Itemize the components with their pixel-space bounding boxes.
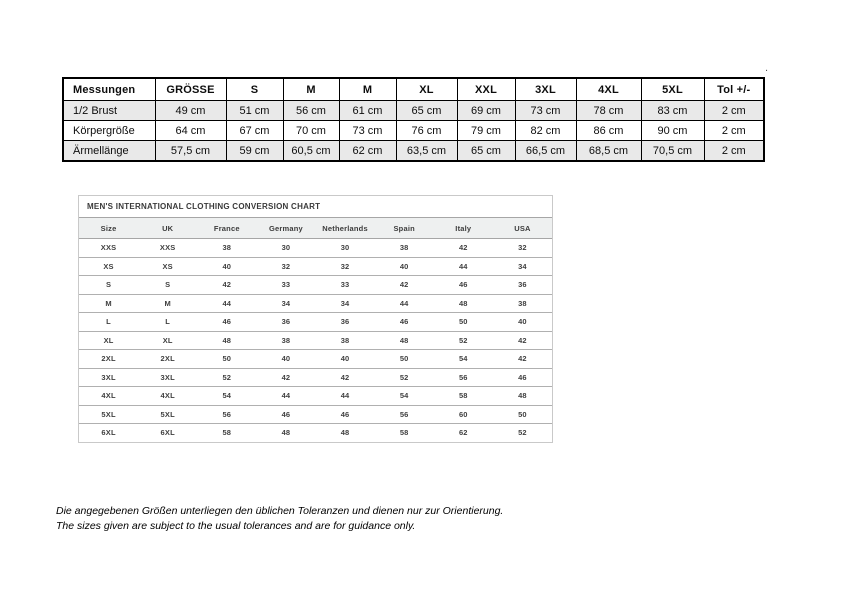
conversion-chart-panel: [78, 195, 553, 443]
conversion-cell: 46: [197, 313, 256, 332]
conversion-cell: 2XL: [138, 350, 197, 369]
measurements-row: [63, 121, 764, 141]
measurements-header-cell: 5XL: [641, 78, 704, 101]
conversion-cell: 34: [316, 294, 375, 313]
measurements-cell: 90 cm: [641, 121, 704, 141]
conversion-cell: 40: [256, 350, 315, 369]
conversion-cell: 48: [256, 424, 315, 442]
measurements-cell: 64 cm: [155, 121, 226, 141]
conversion-cell: 46: [375, 313, 434, 332]
conversion-cell: 50: [493, 405, 552, 424]
measurements-cell: 79 cm: [457, 121, 515, 141]
conversion-cell: 40: [493, 313, 552, 332]
conversion-cell: 5XL: [138, 405, 197, 424]
conversion-cell: 60: [434, 405, 493, 424]
conversion-cell-label: XS: [79, 257, 138, 276]
conversion-cell: 36: [256, 313, 315, 332]
conversion-row: [79, 350, 552, 369]
measurements-header-row: [63, 78, 764, 101]
measurements-cell-label: Ärmellänge: [63, 141, 155, 162]
measurements-cell: 2 cm: [704, 141, 764, 162]
conversion-header-cell: UK: [138, 218, 197, 239]
measurements-header-cell: GRÖSSE: [155, 78, 226, 101]
measurements-cell: 70,5 cm: [641, 141, 704, 162]
stray-dot-artifact: .: [765, 62, 769, 74]
conversion-cell: 42: [493, 331, 552, 350]
conversion-cell: 58: [197, 424, 256, 442]
conversion-cell: 58: [434, 387, 493, 406]
conversion-cell: XL: [138, 331, 197, 350]
measurements-cell: 59 cm: [226, 141, 283, 162]
conversion-cell: 54: [434, 350, 493, 369]
conversion-cell: 48: [493, 387, 552, 406]
conversion-cell-label: S: [79, 276, 138, 295]
measurements-table-head: [63, 78, 764, 101]
conversion-cell: 54: [197, 387, 256, 406]
conversion-header-cell: France: [197, 218, 256, 239]
conversion-cell: 6XL: [138, 424, 197, 442]
conversion-cell: 40: [197, 257, 256, 276]
conversion-row: [79, 368, 552, 387]
conversion-table-body: [79, 239, 552, 442]
measurements-row: [63, 141, 764, 162]
conversion-cell: 30: [256, 239, 315, 258]
conversion-cell: 52: [197, 368, 256, 387]
conversion-cell: 42: [256, 368, 315, 387]
conversion-cell: 32: [493, 239, 552, 258]
conversion-cell: 48: [434, 294, 493, 313]
conversion-row: [79, 424, 552, 442]
conversion-table: [79, 217, 552, 442]
conversion-cell: 44: [197, 294, 256, 313]
conversion-cell: 50: [197, 350, 256, 369]
tolerance-footnote: [56, 504, 503, 534]
measurements-cell: 66,5 cm: [515, 141, 576, 162]
measurements-cell: 63,5 cm: [396, 141, 457, 162]
measurements-cell: 62 cm: [339, 141, 396, 162]
conversion-cell: 36: [316, 313, 375, 332]
measurements-cell: 69 cm: [457, 101, 515, 121]
conversion-header-cell: Spain: [375, 218, 434, 239]
measurements-cell-label: Körpergröße: [63, 121, 155, 141]
footnote-line-german: Die angegebenen Größen unterliegen den üblichen Toleranzen und dienen nur zur Orientierung.: [56, 505, 504, 517]
conversion-row: [79, 257, 552, 276]
conversion-cell: 48: [316, 424, 375, 442]
conversion-row: [79, 313, 552, 332]
conversion-header-cell: Netherlands: [316, 218, 375, 239]
conversion-cell: 46: [316, 405, 375, 424]
measurements-table: [62, 77, 765, 162]
conversion-cell: 56: [375, 405, 434, 424]
conversion-cell: 30: [316, 239, 375, 258]
conversion-cell: 4XL: [138, 387, 197, 406]
conversion-cell: 54: [375, 387, 434, 406]
conversion-cell: 33: [256, 276, 315, 295]
conversion-cell: 44: [316, 387, 375, 406]
conversion-cell: 38: [256, 331, 315, 350]
conversion-cell: XS: [138, 257, 197, 276]
conversion-cell: 62: [434, 424, 493, 442]
measurements-cell-label: 1/2 Brust: [63, 101, 155, 121]
conversion-cell: 44: [256, 387, 315, 406]
conversion-row: [79, 276, 552, 295]
conversion-chart-title: MEN'S INTERNATIONAL CLOTHING CONVERSION CHART: [79, 196, 552, 217]
conversion-cell-label: 2XL: [79, 350, 138, 369]
measurements-header-cell: 4XL: [576, 78, 641, 101]
conversion-header-cell: Italy: [434, 218, 493, 239]
conversion-cell: 42: [493, 350, 552, 369]
conversion-cell-label: M: [79, 294, 138, 313]
conversion-row: [79, 294, 552, 313]
measurements-cell: 51 cm: [226, 101, 283, 121]
conversion-cell: 46: [493, 368, 552, 387]
measurements-cell: 68,5 cm: [576, 141, 641, 162]
conversion-cell: 42: [197, 276, 256, 295]
conversion-row: [79, 387, 552, 406]
conversion-header-cell: Size: [79, 218, 138, 239]
conversion-cell: 42: [316, 368, 375, 387]
conversion-cell-label: 6XL: [79, 424, 138, 442]
conversion-cell: 48: [197, 331, 256, 350]
conversion-cell: 36: [493, 276, 552, 295]
conversion-cell: XXS: [138, 239, 197, 258]
footnote-line-english: The sizes given are subject to the usual tolerances and are for guidance only.: [56, 520, 416, 532]
measurements-cell: 76 cm: [396, 121, 457, 141]
measurements-header-cell: S: [226, 78, 283, 101]
conversion-cell: 40: [316, 350, 375, 369]
conversion-cell: L: [138, 313, 197, 332]
conversion-cell: 46: [434, 276, 493, 295]
conversion-cell: 50: [375, 350, 434, 369]
conversion-cell: 38: [493, 294, 552, 313]
conversion-cell: 33: [316, 276, 375, 295]
conversion-row: [79, 239, 552, 258]
conversion-cell: 42: [375, 276, 434, 295]
conversion-table-head: [79, 218, 552, 239]
conversion-cell: 56: [197, 405, 256, 424]
conversion-cell-label: L: [79, 313, 138, 332]
conversion-cell: 44: [375, 294, 434, 313]
conversion-cell: 52: [493, 424, 552, 442]
measurements-cell: 73 cm: [515, 101, 576, 121]
conversion-cell: 48: [375, 331, 434, 350]
measurements-header-cell: Messungen: [63, 78, 155, 101]
conversion-cell: 34: [256, 294, 315, 313]
conversion-cell: 50: [434, 313, 493, 332]
conversion-cell: 32: [316, 257, 375, 276]
measurements-cell: 65 cm: [457, 141, 515, 162]
measurements-table-body: [63, 101, 764, 162]
conversion-cell: 38: [375, 239, 434, 258]
measurements-cell: 60,5 cm: [283, 141, 339, 162]
measurements-cell: 61 cm: [339, 101, 396, 121]
conversion-cell-label: 5XL: [79, 405, 138, 424]
measurements-cell: 2 cm: [704, 121, 764, 141]
measurements-header-cell: 3XL: [515, 78, 576, 101]
conversion-cell: 58: [375, 424, 434, 442]
measurements-header-cell: Tol +/-: [704, 78, 764, 101]
conversion-cell-label: 4XL: [79, 387, 138, 406]
conversion-cell: 38: [316, 331, 375, 350]
conversion-cell-label: XXS: [79, 239, 138, 258]
conversion-cell: 34: [493, 257, 552, 276]
measurements-row: [63, 101, 764, 121]
conversion-row: [79, 331, 552, 350]
measurements-header-cell: M: [283, 78, 339, 101]
conversion-cell: 44: [434, 257, 493, 276]
measurements-cell: 2 cm: [704, 101, 764, 121]
measurements-cell: 86 cm: [576, 121, 641, 141]
measurements-cell: 67 cm: [226, 121, 283, 141]
measurements-cell: 70 cm: [283, 121, 339, 141]
conversion-header-cell: Germany: [256, 218, 315, 239]
conversion-cell-label: 3XL: [79, 368, 138, 387]
conversion-row: [79, 405, 552, 424]
measurements-cell: 78 cm: [576, 101, 641, 121]
measurements-header-cell: M: [339, 78, 396, 101]
conversion-cell: 42: [434, 239, 493, 258]
conversion-header-cell: USA: [493, 218, 552, 239]
measurements-cell: 56 cm: [283, 101, 339, 121]
conversion-cell: 38: [197, 239, 256, 258]
measurements-cell: 83 cm: [641, 101, 704, 121]
conversion-cell-label: XL: [79, 331, 138, 350]
conversion-cell: 56: [434, 368, 493, 387]
conversion-cell: M: [138, 294, 197, 313]
measurements-cell: 65 cm: [396, 101, 457, 121]
conversion-header-row: [79, 218, 552, 239]
measurements-cell: 57,5 cm: [155, 141, 226, 162]
conversion-cell: 52: [375, 368, 434, 387]
measurements-header-cell: XL: [396, 78, 457, 101]
measurements-cell: 49 cm: [155, 101, 226, 121]
measurements-cell: 73 cm: [339, 121, 396, 141]
measurements-cell: 82 cm: [515, 121, 576, 141]
conversion-cell: 46: [256, 405, 315, 424]
conversion-cell: S: [138, 276, 197, 295]
conversion-cell: 40: [375, 257, 434, 276]
conversion-cell: 52: [434, 331, 493, 350]
conversion-cell: 3XL: [138, 368, 197, 387]
measurements-header-cell: XXL: [457, 78, 515, 101]
conversion-cell: 32: [256, 257, 315, 276]
